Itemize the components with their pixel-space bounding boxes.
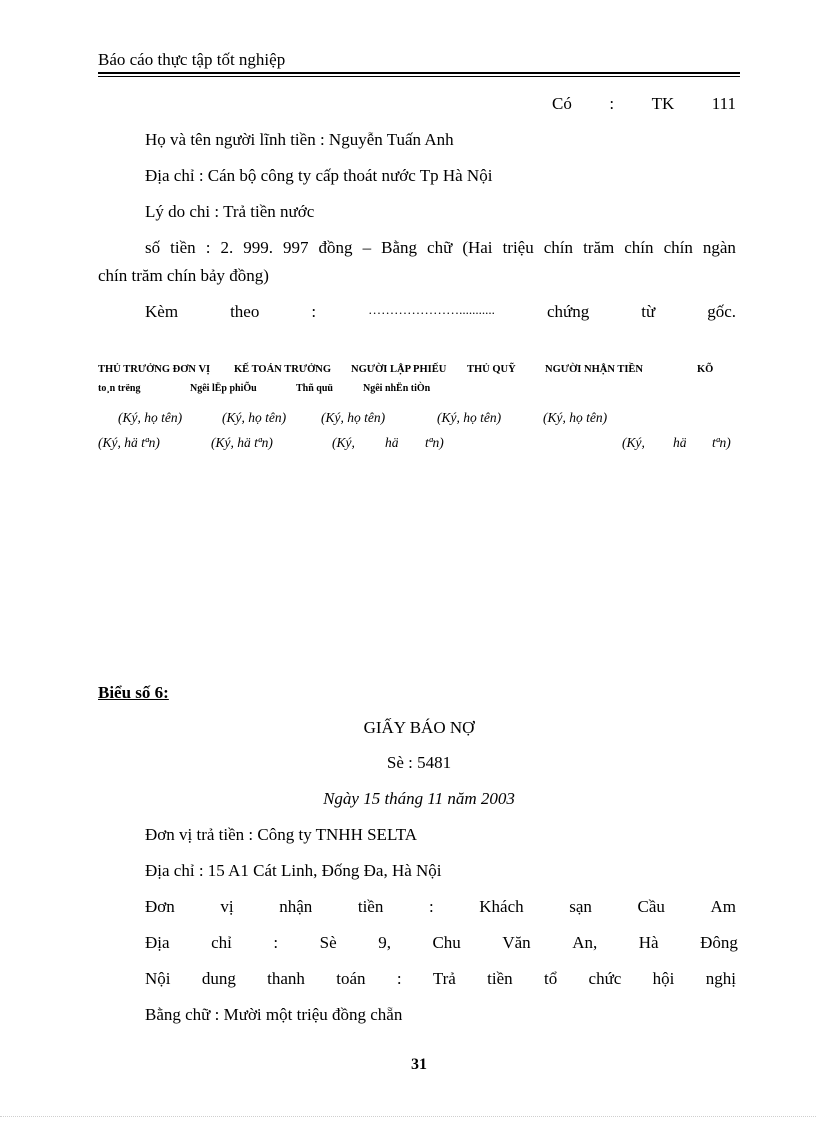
amount-in-words: Bằng chữ : Mười một triệu đồng chẵn [145,1005,403,1024]
sign-instruction-garbled-word: tªn) [425,435,444,450]
debit-note-number: Sè : 5481 [386,753,452,772]
attach-word: Kèm [145,302,179,321]
sign-instruction: (Ký, họ tên) [118,410,183,425]
header-rule-thick [98,72,740,74]
payee-address-word: Chu [432,933,461,952]
amount-word: số [145,238,161,257]
payee-word: : [428,897,434,916]
credit-account-prefix: TK [651,94,675,113]
content-word: Trả [432,969,456,988]
payee-word: Am [710,897,736,916]
credit-account-number: 111 [711,94,736,113]
reason-line: Lý do chi : Trả tiền nước [145,202,315,221]
payee-address-word: Sè [319,933,337,952]
payer-line: Đơn vị trả tiền : Công ty TNHH SELTA [145,825,418,844]
amount-word: tiền [170,238,196,257]
sign-instruction: (Ký, họ tên) [437,410,502,425]
sig-heading-preparer: NGƯỜI LẬP PHIẾU [351,364,447,375]
sig-heading-director: THỦ TRƯỞNG ĐƠN VỊ [98,364,211,375]
content-word: thanh [267,969,305,988]
header-title: Báo cáo thực tập tốt nghiệp [98,50,286,69]
sig-heading-receiver: NGƯỜI NHẬN TIỀN [545,364,644,375]
sig-heading-chief-accountant: KẾ TOÁN TRƯỞNG [234,364,332,375]
amount-word: chữ [427,238,453,257]
payee-word: Cầu [637,897,665,916]
attach-word: : [311,302,317,321]
sign-instruction-garbled-word: (Ký, [332,435,355,450]
sign-instruction: (Ký, họ tên) [222,410,287,425]
header-rule-thin [98,76,740,77]
payee-address-word: Đông [700,933,738,952]
debit-note-title: GIẤY BÁO NỢ [363,718,475,737]
amount-word: đồng [318,238,353,257]
attach-word: theo [230,302,260,321]
amount-word: chín [543,238,574,257]
amount-word: 997 [283,238,309,257]
amount-line [145,238,736,258]
attach-word: gốc. [707,302,736,321]
content-word: nghị [705,969,736,988]
amount-continuation: chín trăm chín bảy đồng) [98,266,269,285]
payee-word: tiền [357,897,384,916]
payee-address-word: 9, [378,933,391,952]
payee-address-word: An, [572,933,598,952]
amount-word: ngàn [702,238,736,257]
address-line: Địa chỉ : Cán bộ công ty cấp thoát nước Tp Hà Nội [145,166,493,185]
amount-word: chín [663,238,693,257]
payee-word: vị [220,897,234,916]
payee-address-word: Văn [502,933,531,952]
content-line [145,969,736,989]
sign-instruction-garbled: (Ký, hä tªn) [211,435,273,450]
amount-word: (Hai [462,238,493,257]
section-label: Biểu số 6: [98,683,169,702]
amount-word: – [362,238,372,257]
credit-label: Có [552,94,572,113]
credit-line [552,94,736,114]
sign-instruction-garbled: (Ký, hä tªn) [98,435,160,450]
attach-word: chứng [546,302,590,321]
sign-instruction-garbled-word: tªn) [712,435,731,450]
attach-word: từ [641,302,656,321]
recipient-line: Họ và tên người lĩnh tiền : Nguyễn Tuấn Anh [145,130,454,149]
payee-word: Khách [479,897,524,916]
payee-address-word: Địa [145,933,170,952]
sign-instruction-garbled-word: hä [673,435,687,450]
page-number: 31 [411,1056,427,1073]
sig-heading-cashier: THỦ QUỸ [467,364,516,375]
payee-word: nhận [279,897,313,916]
content-word: tổ [543,969,558,988]
bottom-dotted-border [0,1116,816,1117]
payee-address-word: chỉ [211,933,232,952]
payee-line [145,897,736,917]
payer-address-line: Địa chỉ : 15 A1 Cát Linh, Đống Đa, Hà Nội [145,861,442,880]
content-word: toán [336,969,366,988]
content-word: : [396,969,402,988]
sig-sub-garbled: to¸n trëng [98,383,141,394]
payee-address-line [145,933,738,953]
attach-line [145,302,736,322]
content-word: chức [588,969,622,988]
sign-instruction: (Ký, họ tên) [321,410,386,425]
amount-word: Bằng [381,238,417,257]
content-word: Nội [145,969,171,988]
amount-word: chín [624,238,654,257]
amount-word: 999. [243,238,273,257]
content-word: hội [652,969,675,988]
payee-word: Đơn [145,897,175,916]
attach-dots: …………………........... [368,302,495,317]
content-word: dung [201,969,236,988]
sig-heading-fragment: KÕ [697,364,714,375]
sign-instruction-garbled-word: hä [385,435,399,450]
amount-word: 2. [220,238,234,257]
payee-address-word: Hà [638,933,659,952]
sign-instruction: (Ký, họ tên) [543,410,608,425]
debit-note-date: Ngày 15 tháng 11 năm 2003 [323,789,515,808]
payee-address-word: : [273,933,279,952]
payee-word: sạn [569,897,592,916]
amount-word: triệu [502,238,534,257]
sig-sub-garbled: Ngêi nhËn tiÒn [363,383,431,394]
sig-sub-garbled: Ngêi lËp phiÕu [190,383,257,394]
amount-word: : [205,238,211,257]
credit-colon: : [609,94,615,113]
content-word: tiền [487,969,513,988]
sign-instruction-garbled-word: (Ký, [622,435,645,450]
amount-word: trăm [583,238,615,257]
sig-sub-garbled: Thñ quü [296,383,333,394]
